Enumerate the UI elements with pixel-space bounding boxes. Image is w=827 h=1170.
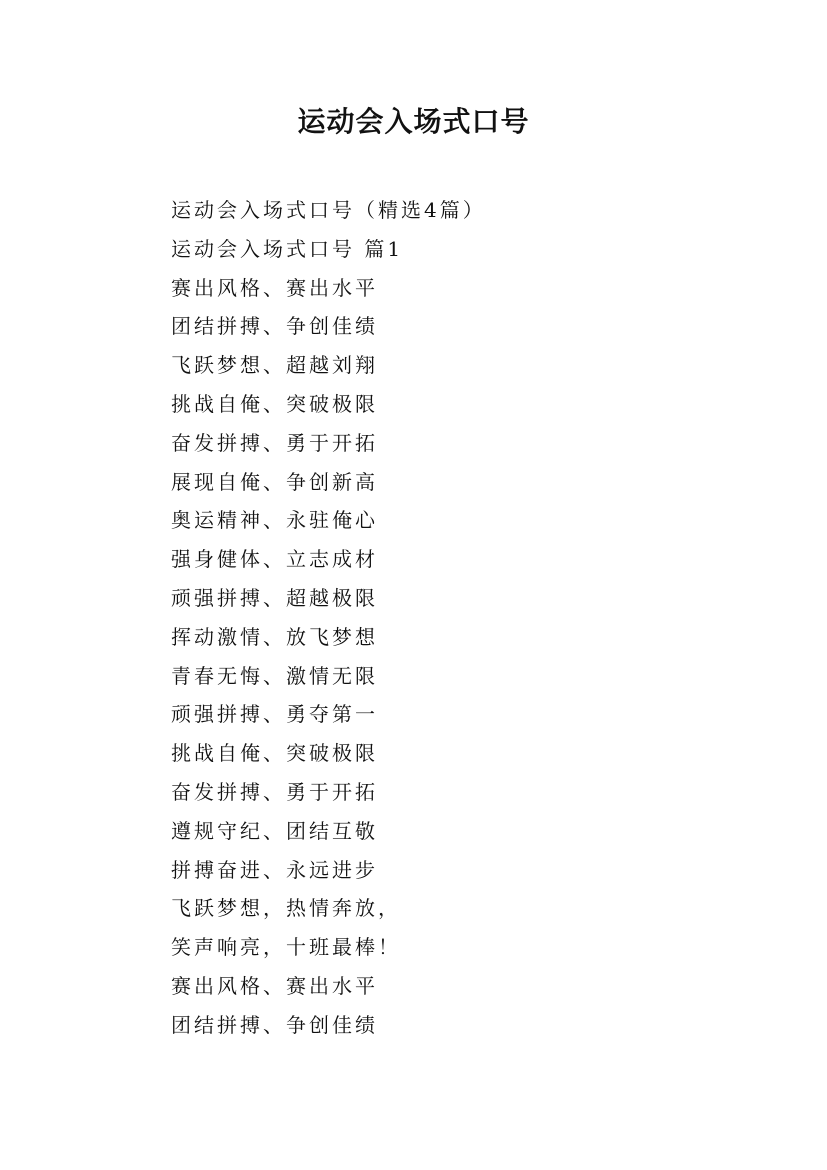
intro-line: 运动会入场式口号（精选4篇） xyxy=(171,198,486,222)
slogan-line: 团结拼搏、争创佳绩 xyxy=(171,1012,378,1037)
section-heading: 运动会入场式口号 篇1 xyxy=(171,236,404,261)
slogan-line: 奋发拼搏、勇于开拓 xyxy=(171,430,378,455)
slogan-line: 奥运精神、永驻俺心 xyxy=(171,508,378,533)
document-body xyxy=(171,191,731,1045)
slogan-line: 青春无悔、激情无限 xyxy=(171,663,378,688)
slogan-line: 笑声响亮，十班最棒！ xyxy=(171,935,401,960)
slogan-line: 挥动激情、放飞梦想 xyxy=(171,624,378,649)
slogan-line: 顽强拼搏、勇夺第一 xyxy=(171,702,378,727)
slogan-line: 团结拼搏、争创佳绩 xyxy=(171,314,378,339)
slogan-line: 奋发拼搏、勇于开拓 xyxy=(171,779,378,804)
slogan-line: 飞跃梦想，热情奔放， xyxy=(171,896,401,921)
slogan-line: 赛出风格、赛出水平 xyxy=(171,973,378,998)
slogan-line: 挑战自俺、突破极限 xyxy=(171,741,378,766)
slogan-line: 赛出风格、赛出水平 xyxy=(171,275,378,300)
slogan-line: 遵规守纪、团结互敬 xyxy=(171,818,378,843)
slogan-line: 展现自俺、争创新高 xyxy=(171,469,378,494)
slogan-line: 强身健体、立志成材 xyxy=(171,547,378,572)
slogan-line: 拼搏奋进、永远进步 xyxy=(171,857,378,882)
document-title: 运动会入场式口号 xyxy=(297,105,530,138)
slogan-line: 飞跃梦想、超越刘翔 xyxy=(171,353,378,378)
slogan-line: 挑战自俺、突破极限 xyxy=(171,391,378,416)
slogan-line: 顽强拼搏、超越极限 xyxy=(171,585,378,610)
